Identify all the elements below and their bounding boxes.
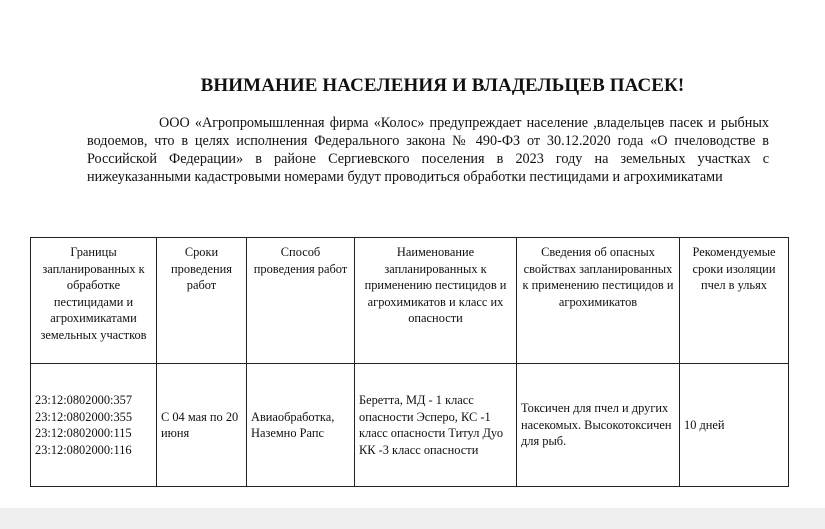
cell-work-method: Авиаобработка, Наземно Рапс [247,364,355,487]
header-hazard-info: Сведения об опасных свойствах запланированных к применению пестицидов и агрохимикатов [517,238,680,364]
treatment-schedule-table [30,237,789,487]
document-title: ВНИМАНИЕ НАСЕЛЕНИЯ И ВЛАДЕЛЬЦЕВ ПАСЕК! [200,75,685,96]
cadastral-number: 23:12:0802000:355 [35,409,133,424]
table-header-row [31,238,789,364]
table-row [31,364,789,487]
header-work-period: Сроки проведения работ [157,238,247,364]
cell-bee-isolation: 10 дней [680,364,789,487]
cadastral-number: 23:12:0802000:116 [35,442,132,457]
viewer-footer-bar [0,508,825,529]
cell-pesticides: Беретта, МД - 1 класс опасности Эсперо, КС -1 класс опасности Титул Дуо КК -3 класс опасности [355,364,517,487]
cell-work-period: С 04 мая по 20 июня [157,364,247,487]
cadastral-number: 23:12:0802000:115 [35,426,132,440]
header-pesticide-names: Наименование запланированных к применению пестицидов и агрохимикатов и класс их опасности [355,238,517,364]
header-bee-isolation: Рекомендуемые сроки изоляции пчел в ульях [680,238,789,364]
cell-cadastral-numbers [31,364,157,487]
header-work-method: Способ проведения работ [247,238,355,364]
intro-paragraph: ООО «Агропромышленная фирма «Колос» предупреждает население ,владельцев пасек и рыбных водоемов, что в целях исполнения Федерального закона № 490-ФЗ от 30.12.2020 года «О пчеловодстве в Российской Федерации» в районе Сергиевского поселения в 2023 году на земельных участках с нижеуказанными кадастровыми номерами будут проводиться обработки пестицидами и агрохимикатами [87,115,769,185]
header-plot-boundaries: Границы запланированных к обработке пестицидами и агрохимикатами земельных участков [31,238,157,364]
cadastral-number: 23:12:0802000:357 [35,393,133,407]
cell-hazard-info: Токсичен для пчел и других насекомых. Высокотоксичен для рыб. [517,364,680,487]
